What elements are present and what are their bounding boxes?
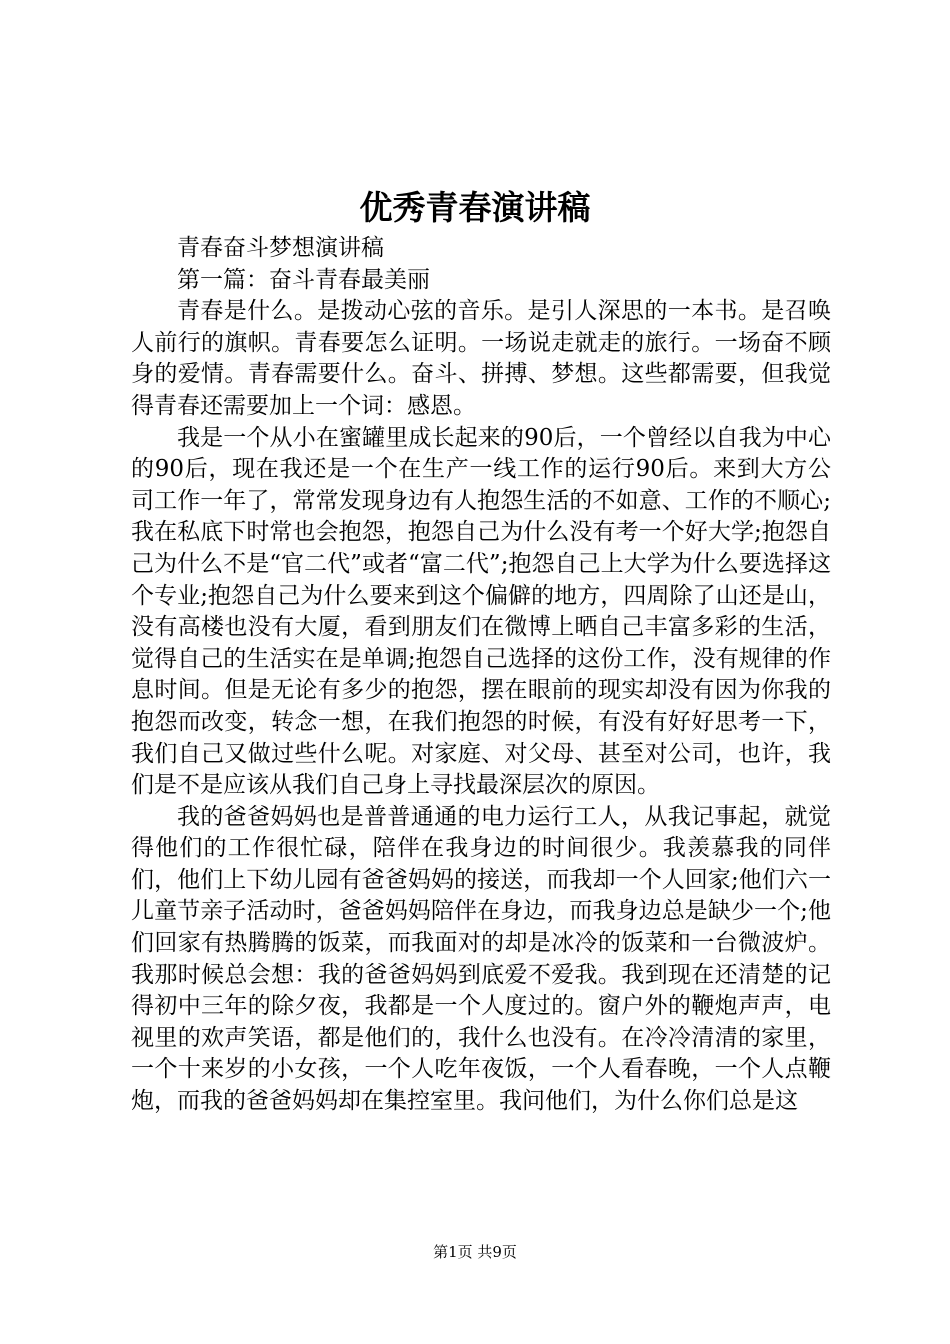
- body-paragraph: 我是一个从小在蜜罐里成长起来的90后，一个曾经以自我为中心的90后，现在我还是一个在生产一线工作的运行90后。来到大方公司工作一年了，常常发现身边有人抱怨生活的不如意、工作的不顺心;我在私底下时常也会抱怨，抱怨自己为什么没有考一个好大学;抱怨自己为什么不是“官二代”或者“富二代”;抱怨自己上大学为什么要选择这个专业;抱怨自己为什么要来到这个偏僻的地方，四周除了山还是山，没有高楼也没有大厦，看到朋友们在微博上晒自己丰富多彩的生活，觉得自己的生活实在是单调;抱怨自己选择的这份工作，没有规律的作息时间。但是无论有多少的抱怨，摆在眼前的现实却没有因为你我的抱怨而改变，转念一想，在我们抱怨的时候，有没有好好思考一下，我们自己又做过些什么呢。对家庭、对父母、甚至对公司，也许，我们是不是应该从我们自己身上寻找最深层次的原因。: [131, 424, 831, 799]
- document-title: 优秀青春演讲稿: [359, 188, 591, 227]
- page-footer: 第1页 共9页: [433, 1243, 517, 1261]
- subtitle-line: 青春奋斗梦想演讲稿: [177, 235, 384, 261]
- document-body: [131, 233, 831, 1118]
- body-paragraph: 我的爸爸妈妈也是普普通通的电力运行工人，从我记事起，就觉得他们的工作很忙碌，陪伴在我身边的时间很少。我羡慕我的同伴们，他们上下幼儿园有爸爸妈妈的接送，而我却一个人回家;他们六一儿童节亲子活动时，爸爸妈妈陪伴在身边，而我身边总是缺少一个;他们回家有热腾腾的饭菜，而我面对的却是冰冷的饭菜和一台微波炉。我那时候总会想：我的爸爸妈妈到底爱不爱我。我到现在还清楚的记得初中三年的除夕夜，我都是一个人度过的。窗户外的鞭炮声声，电视里的欢声笑语，都是他们的，我什么也没有。在冷冷清清的家里，一个十来岁的小女孩，一个人吃年夜饭，一个人看春晚，一个人点鞭炮，而我的爸爸妈妈却在集控室里。我问他们，为什么你们总是这: [131, 803, 831, 1115]
- section-heading: 第一篇：奋斗青春最美丽: [177, 266, 430, 293]
- body-paragraph: 青春是什么。是拨动心弦的音乐。是引人深思的一本书。是召唤人前行的旗帜。青春要怎么证明。一场说走就走的旅行。一场奋不顾身的爱情。青春需要什么。奋斗、拼搏、梦想。这些都需要，但我觉得青春还需要加上一个词：感恩。: [131, 298, 831, 419]
